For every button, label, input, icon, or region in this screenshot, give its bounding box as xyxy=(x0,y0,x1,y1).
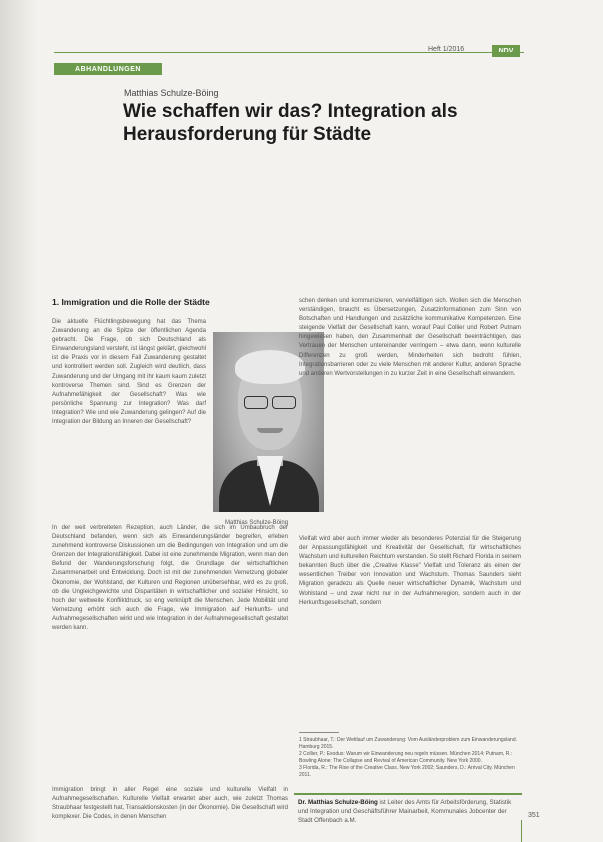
photo-caption: Matthias Schulze-Böing xyxy=(225,520,289,526)
photo-glasses xyxy=(242,396,298,408)
issue-label: Heft 1/2016 xyxy=(428,46,465,53)
author-bio-box xyxy=(294,793,522,835)
footnote: 1 Straubhaar, T.: Der Wettlauf um Zuwanderung: Vom Ausländerproblem zum Einwanderungsland. Hamburg 2015. xyxy=(299,737,517,750)
section-heading: 1. Immigration und die Rolle der Städte xyxy=(52,297,210,307)
photo-hair xyxy=(235,350,305,384)
author-name: Matthias Schulze-Böing xyxy=(124,88,219,98)
footnote: 3 Florida, R.: The Rise of the Creative Class. New York 2002; Saunders, D.: Arrival City. München 2011. xyxy=(299,765,515,778)
footer-rule xyxy=(521,820,522,842)
text-column-left-top: Die aktuelle Flüchtlingsbewegung hat das Thema Zuwanderung an die Spitze der öffentlichen Agenda gebracht. Die Frage, ob sich Deutschland als Einwanderungsland versteht, ist längst geklärt, gleichwohl ist die Praxis vor in diesem Fall Zuwanderung gestaltet und kontrolliert werden soll. Zugleich wird deutlich, dass Zuwanderung und der Umgang mit ihr kaum kaum zuletzt kontroverse Themen sind. Sind es Grenzen der Aufnahmefähigkeit der Gesellschaft? Was wie persönliche Spannung zur Integration? Was darf Integration? Wie und wie Zuwanderung gelingen? Auf die Integration der Bildung an Inneren der Gesellschaft? xyxy=(52,319,206,426)
journal-badge: NDV xyxy=(492,45,520,57)
header-rule xyxy=(54,52,524,53)
binding-gutter xyxy=(0,0,38,842)
photo-mouth xyxy=(257,428,283,433)
author-bio-text: ist Leiter des Amts für Arbeitsförderung, Statistik und Integration und Geschäftsführer Mainarbeit, Kommunales Jobcenter der Stadt Offenbach a.M. xyxy=(298,799,512,824)
text-column-left-mid: In der weit verbreiteten Rezeption, auch Länder, die sich im Umbaubruch der Deutschland befanden, wenn sich als Einwanderungsländer begreifen, erleben zunehmend kontroverse Diskussionen um die Bedingungen von Integration und um die Grenzen der Integrationsfähigkeit. Dabei ist eine zunehmende Migration, wenn man den Befund der Wanderungsforschung folgt, die Grundlage der wirtschaftlichen Zusammenarbeit und Entwicklung. Doch ist mit der zunehmenden Vernetzung globaler Ökonomie, der Wohlstand, der Kulturen und Regionen unübersehbar, wird es zu groß, ob die Ungleichgewichte und Disparitäten in wirtschaftlicher und sozialer Hinsicht, so hoch der weltweite Konfliktdruck, so eng verknüpft die Menschen. Jede Mobilität und Vernetzung erhöht sich auch die Frage, wie Immigration auf Herkunfts- und Aufnahmegesellschaften wirkt und wie Integration in der Aufnahmegesellschaft gestaltet werden kann. xyxy=(52,525,288,632)
footnote-rule xyxy=(299,732,339,733)
footnotes xyxy=(299,737,521,779)
article-title: Wie schaffen wir das? Integration als Herausforderung für Städte xyxy=(123,101,458,145)
author-bio-name: Dr. Matthias Schulze-Böing xyxy=(298,799,378,806)
text-column-right-mid: Vielfalt wird aber auch immer wieder als besonderes Potenzial für die Steigerung der Anpassungsfähigkeit und Kreativität der Gesellschaft, für wirtschaftliches Wachstum und kulturellen Reichtum verstanden. So stellt Richard Florida in seinem bekannten Buch über die „Creative Klasse" Vielfalt und Toleranz als einen der wesentlichen Treiber von Innovation und Wachstum. Thomas Saunders sieht Migration geradezu als Quelle neuer wirtschaftlicher Dynamik, Wachstum und Wohlstand – und zwar nicht nur in der Aufnahmeregion, sondern auch in der Herkunftsgesellschaft, sondern xyxy=(299,536,521,606)
footnote: 2 Collier, P.: Exodus: Warum wir Einwanderung neu regeln müssen. München 2014; Putnam, R.: Bowling Alone: The Collapse and Revival of American Community. New York 2000. xyxy=(299,751,513,764)
page-number: 351 xyxy=(528,812,540,819)
section-tag: ABHANDLUNGEN xyxy=(54,63,162,75)
author-bio xyxy=(294,795,522,828)
text-column-left-bottom: Immigration bringt in aller Regel eine soziale und kulturelle Vielfalt in Aufnahmegesellschaften. Kulturelle Vielfalt erwartet aber auch, wie zuletzt Thomas Straubhaar festgestellt hat, Transaktionskosten (in der Ökonomie). Die Gesellschaft wird komplexer. Die Codes, in denen Menschen xyxy=(52,787,288,821)
text-column-right-top: schen denken und kommunizieren, vervielfältigen sich. Wollen sich die Menschen verständigen, braucht es Übersetzungen, Zusatzinformationen zum Sinn von Botschaften und Handlungen und zusätzliche kommunikative Kompetenzen. Eine steigende Vielfalt der Gesellschaft kann, worauf Paul Collier und Robert Putnam hingewiesen haben, den Zusammenhalt der Gesellschaft beeinträchtigen, das Vertrauen der Menschen untereinander verringern – etwa dann, wenn kulturelle Differenzen zu groß werden, Minderheiten sich bedroht fühlen, Integrationsbarrieren oder zu viele Menschen mit anderer Kultur, anderen Sprache und anderen Wertvorstellungen in zu kurzer Zeit in eine Gesellschaft einwandern. xyxy=(299,298,521,377)
